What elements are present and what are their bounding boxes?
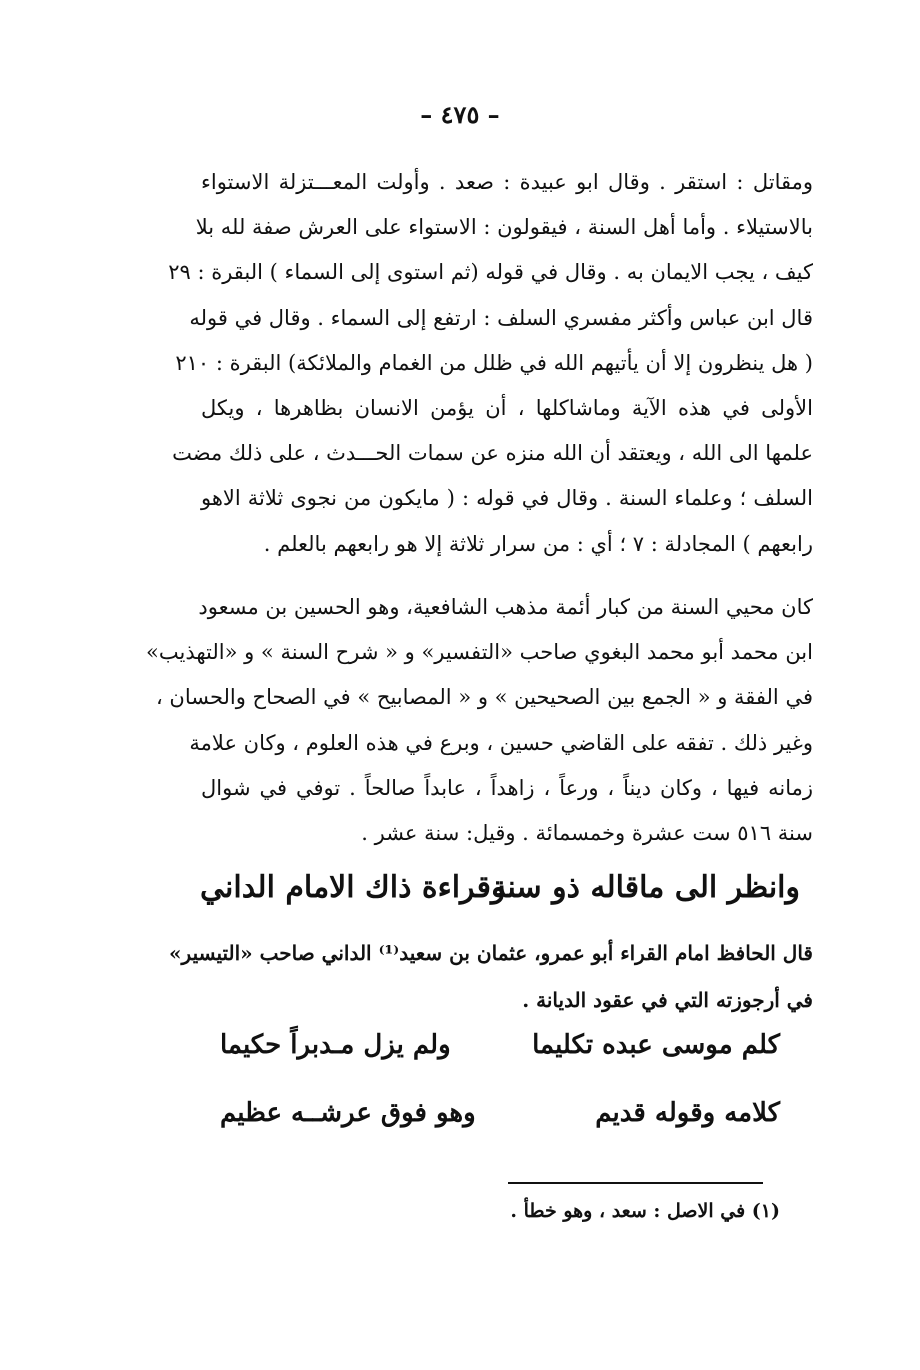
verse-right-hemistich: كلم موسى عبده تكليما (532, 1030, 780, 1060)
text-line: سنة ٥١٦ ست عشرة وخمسمائة . وقيل: سنة عشر . (361, 820, 813, 845)
footnote-divider (508, 1182, 763, 1184)
text-line: ومقاتل : استقر . وقال ابو عبيدة : صعد . وأولت المعـــتزلة الاستواء (201, 170, 813, 194)
verse-right-hemistich: كلامه وقوله قديم (595, 1098, 780, 1128)
text-line: زمانه فيها ، وكان ديناً ، ورعاً ، زاهداً ، عابداً صالحاً . توفي في شوال (201, 775, 813, 800)
verse-left-hemistich: ولم يزل مـدبراً حكيما (220, 1030, 451, 1060)
paragraph-commentary (168, 160, 813, 567)
poem-verse (220, 1088, 780, 1156)
heading-verse-left-hemistich: وقراءة ذاك الامام الداني (200, 870, 506, 905)
text-line: السلف ؛ وعلماء السنة . وقال في قوله : ( مايكون من نجوى ثلاثة الاهو (201, 486, 813, 511)
text-line: رابعهم ) المجادلة : ٧ ؛ أي : من سرار ثلاثة إلا هو رابعهم بالعلم . (263, 531, 813, 556)
text-line: قال ابن عباس وأكثر مفسري السلف : ارتفع إلى السماء . وقال في قوله (189, 305, 813, 330)
verse-left-hemistich: وهو فوق عرشــه عظيم (220, 1098, 476, 1128)
heading-verse-right-hemistich: وانظر الى ماقاله ذو سنة (491, 870, 800, 905)
footnote: (١) في الاصل : سعد ، وهو خطأ . (510, 1200, 780, 1222)
page-number: – ٤٧٥ – (420, 100, 500, 129)
text-line: بالاستيلاء . وأما أهل السنة ، فيقولون : الاستواء على العرش صفة لله بلا (195, 215, 813, 240)
poem-verses (220, 1020, 780, 1156)
text-line: علمها الى الله ، ويعتقد أن الله منزه عن سمات الحـــدث ، على ذلك مضت (172, 441, 813, 466)
text-line: كيف ، يجب الايمان به . وقال في قوله (ثم استوى إلى السماء ) البقرة : ٢٩ (168, 260, 813, 285)
poem-verse (220, 1020, 780, 1088)
text-line: قال الحافظ امام القراء أبو عمرو، عثمان بن سعيد⁽¹⁾ الداني صاحب «التيسير» (169, 941, 813, 965)
text-line: كان محيي السنة من كبار أئمة مذهب الشافعية، وهو الحسين بن مسعود (198, 595, 813, 619)
text-line: في الفقة و « الجمع بين الصحيحين » و « المصابيح » في الصحاح والحسان ، (155, 685, 813, 710)
text-line: في أرجوزته التي في عقود الديانة . (522, 988, 813, 1012)
text-line: الأولى في هذه الآية وماشاكلها ، أن يؤمن الانسان بظاهرها ، ويكل (201, 395, 813, 420)
heading-verse (200, 862, 800, 922)
text-line: ابن محمد أبو محمد البغوي صاحب «التفسير» و « شرح السنة » و «التهذيب» (146, 640, 813, 665)
text-line: ( هل ينظرون إلا أن يأتيهم الله في ظلل من الغمام والملائكة) البقرة : ٢١٠ (175, 350, 813, 375)
text-line: وغير ذلك . تفقه على القاضي حسين ، وبرع في هذه العلوم ، وكان علامة (189, 730, 813, 755)
paragraph-biography (146, 585, 813, 856)
quote-introduction (169, 930, 813, 1024)
